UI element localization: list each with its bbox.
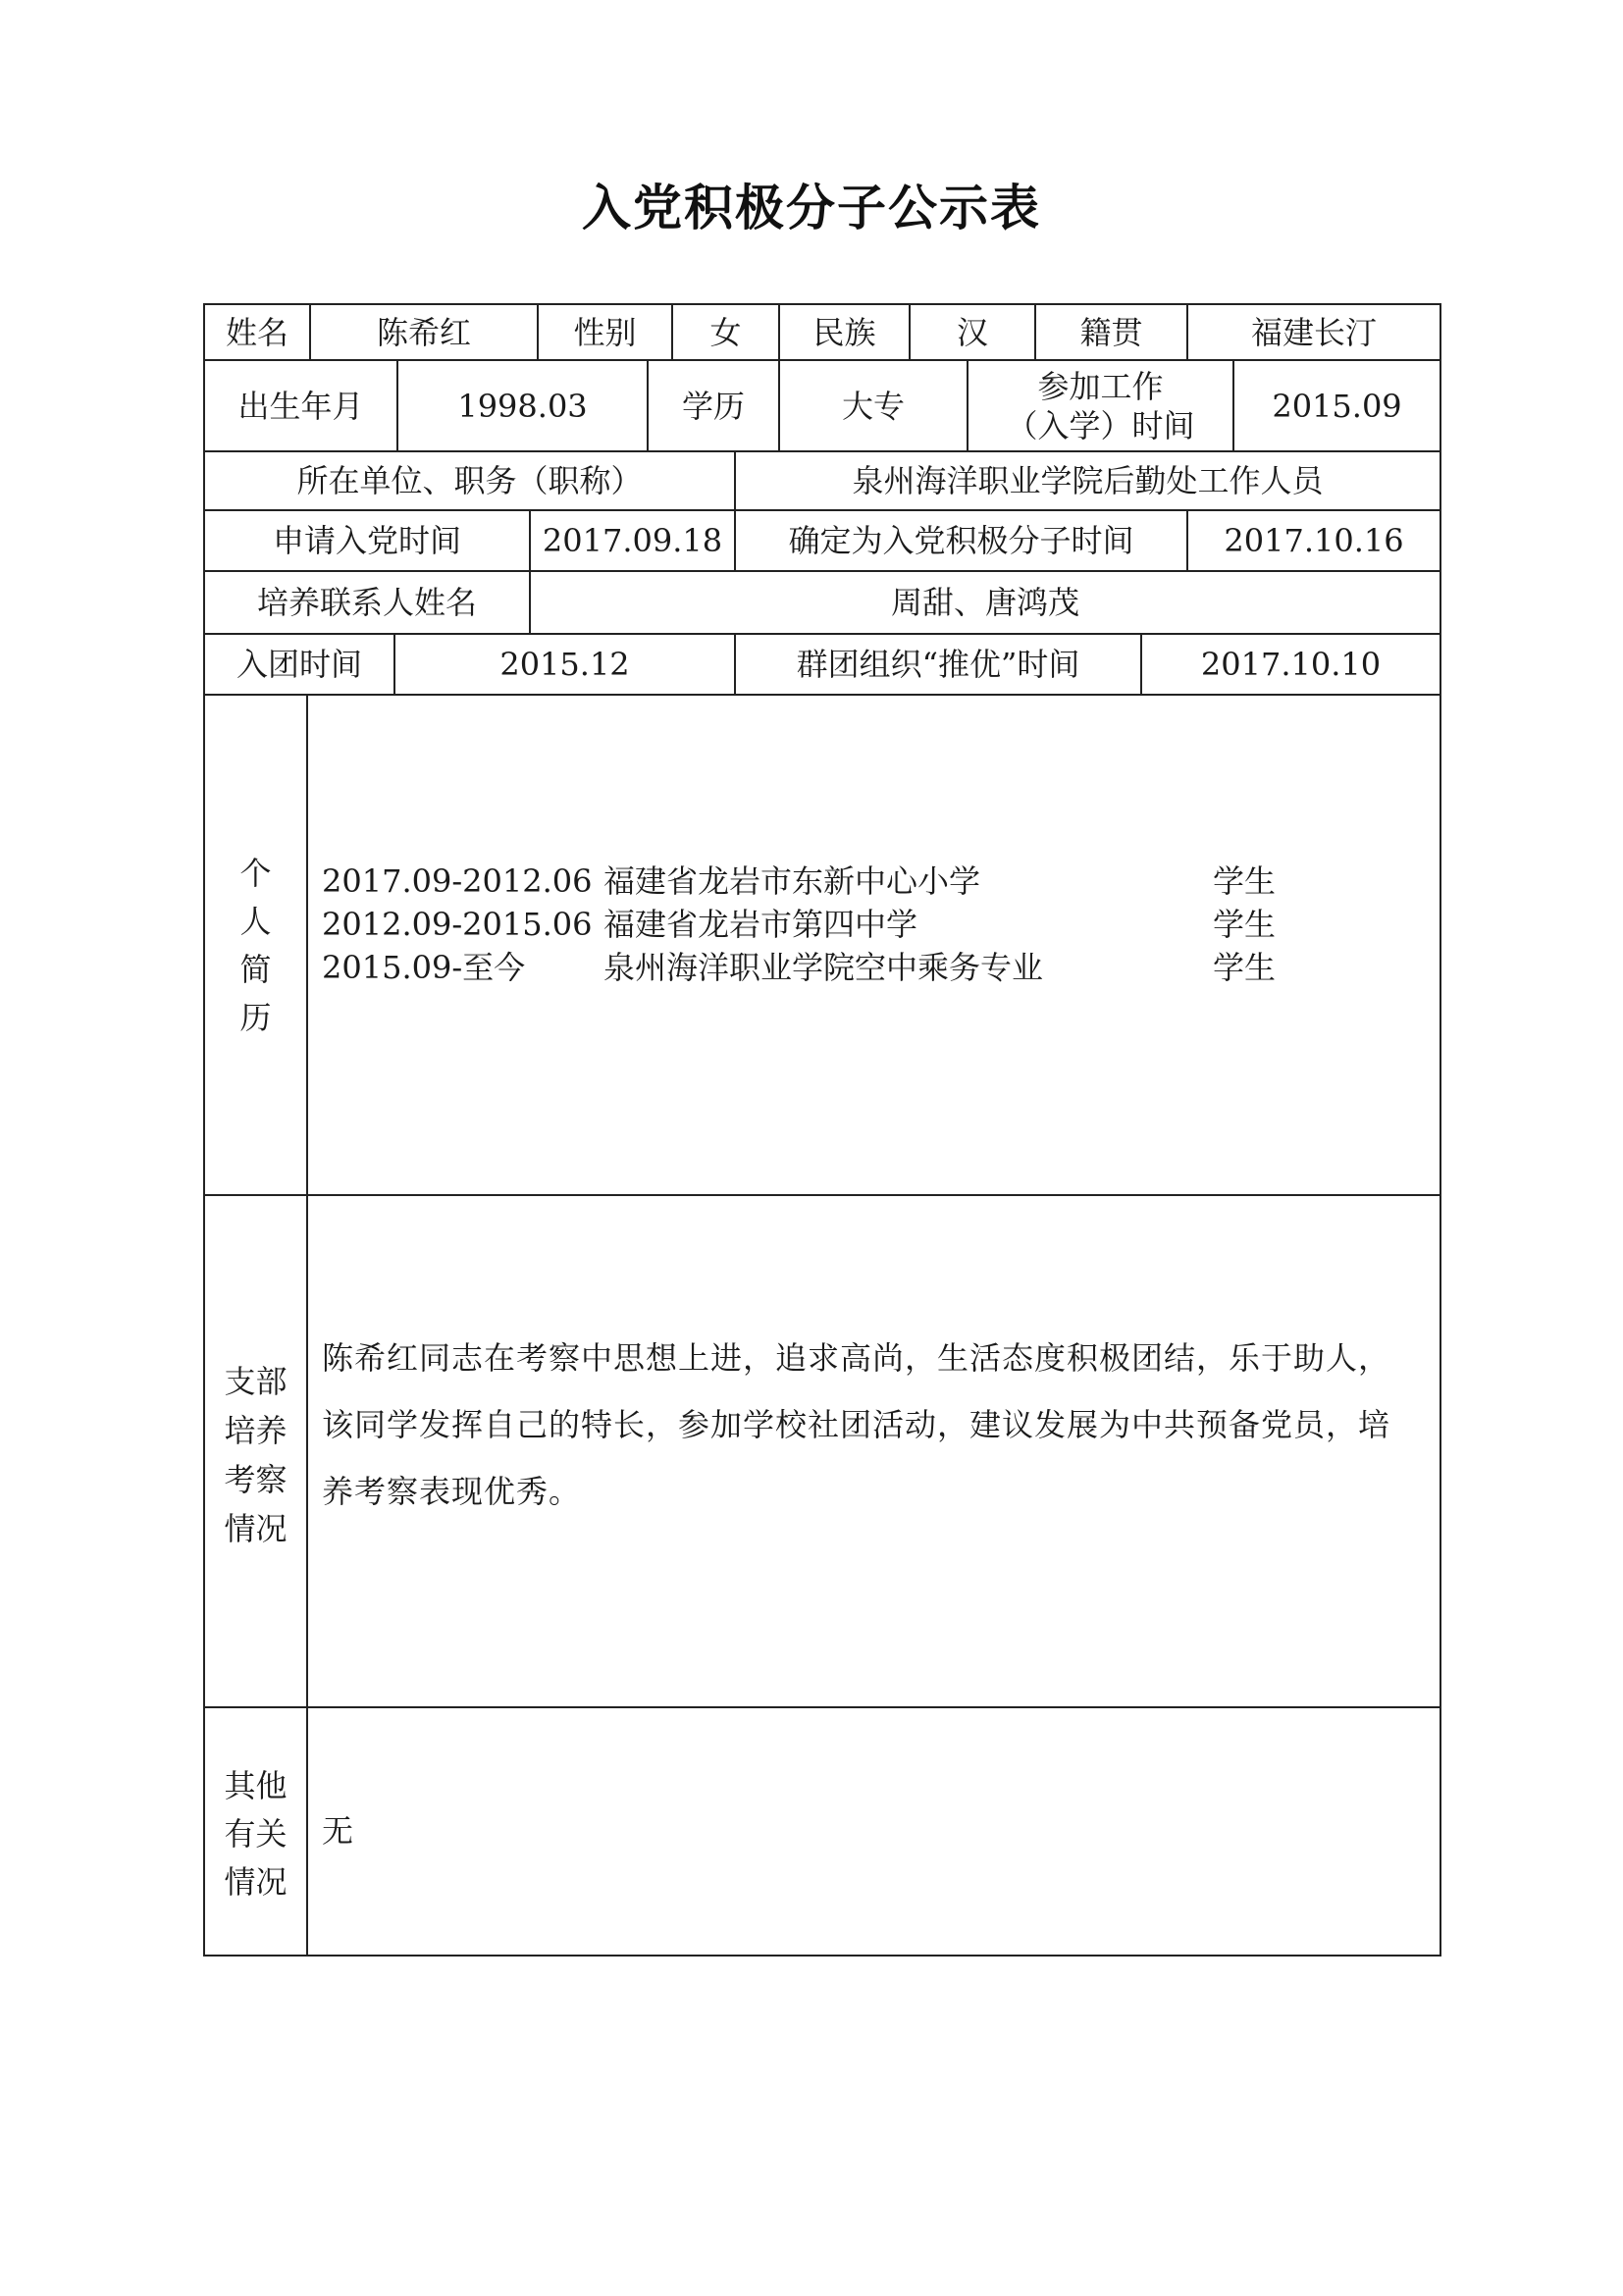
- label-recommend-time: 群团组织“推优”时间: [796, 646, 1080, 683]
- label-league-time: 入团时间: [236, 646, 362, 683]
- value-league-time: 2015.12: [499, 646, 630, 683]
- assessment-line: 陈希红同志在考察中思想上进，追求高尚，生活态度积极团结，乐于助人，: [322, 1339, 1391, 1377]
- assessment-line: 该同学发挥自己的特长，参加学校社团活动，建议发展为中共预备党员，培: [322, 1406, 1391, 1443]
- value-name: 陈希红: [376, 313, 471, 351]
- label-ethnicity: 民族: [812, 313, 876, 351]
- label-resume-char: 历: [239, 999, 272, 1036]
- value-gender: 女: [709, 313, 742, 351]
- label-apply-time: 申请入党时间: [272, 522, 461, 559]
- label-assessment-line: 情况: [224, 1510, 288, 1547]
- value-ethnicity: 汉: [956, 313, 988, 351]
- page-title: 入党积极分子公示表: [582, 180, 1041, 236]
- assessment-line: 养考察表现优秀。: [322, 1473, 582, 1510]
- label-native-place: 籍贯: [1079, 313, 1143, 351]
- label-other-line: 情况: [224, 1863, 288, 1901]
- label-work-start-line1: 参加工作: [1037, 367, 1164, 405]
- resume-place: 泉州海洋职业学院空中乘务专业: [603, 949, 1044, 986]
- other-text: 无: [322, 1812, 354, 1850]
- value-apply-time: 2017.09.18: [542, 522, 723, 559]
- label-education: 学历: [681, 387, 745, 425]
- label-assessment: [204, 1357, 307, 1553]
- label-name: 姓名: [225, 313, 288, 351]
- value-work-start: 2015.09: [1272, 387, 1402, 425]
- label-activist-time: 确定为入党积极分子时间: [788, 522, 1134, 559]
- label-other-line: 其他: [224, 1767, 288, 1804]
- label-gender: 性别: [573, 313, 637, 351]
- label-other-line: 有关: [224, 1815, 288, 1852]
- resume-place: 福建省龙岩市第四中学: [603, 906, 918, 943]
- label-resume: [204, 850, 307, 1042]
- value-contacts: 周甜、唐鸿茂: [890, 584, 1079, 621]
- label-assessment-line: 支部: [224, 1363, 288, 1400]
- label-assessment-line: 培养: [224, 1412, 288, 1449]
- value-native-place: 福建长汀: [1250, 313, 1377, 351]
- value-activist-time: 2017.10.16: [1224, 522, 1404, 559]
- label-work-start-line2: （入学）时间: [1006, 406, 1195, 444]
- value-birth: 1998.03: [457, 387, 588, 425]
- value-unit-position: 泉州海洋职业学院后勤处工作人员: [852, 462, 1324, 499]
- value-education: 大专: [841, 387, 905, 425]
- label-other: [204, 1762, 307, 1906]
- label-work-start: [968, 360, 1233, 451]
- resume-place: 福建省龙岩市东新中心小学: [603, 862, 981, 900]
- label-unit-position: 所在单位、职务（职称）: [296, 462, 643, 499]
- label-resume-char: 个: [239, 855, 272, 892]
- value-recommend-time: 2017.10.10: [1200, 646, 1382, 683]
- label-contacts: 培养联系人姓名: [256, 584, 477, 621]
- label-birth: 出生年月: [237, 387, 364, 425]
- label-resume-char: 人: [239, 903, 272, 940]
- resume-role: 学生: [1213, 862, 1277, 900]
- resume-period: 2015.09-至今: [322, 949, 526, 986]
- label-assessment-line: 考察: [224, 1461, 288, 1498]
- resume-role: 学生: [1213, 949, 1277, 986]
- assessment-text: [322, 1325, 1431, 1525]
- resume-role: 学生: [1213, 906, 1277, 943]
- label-resume-char: 简: [239, 951, 272, 988]
- resume-period: 2012.09-2015.06: [322, 906, 593, 943]
- resume-period: 2017.09-2012.06: [322, 862, 593, 900]
